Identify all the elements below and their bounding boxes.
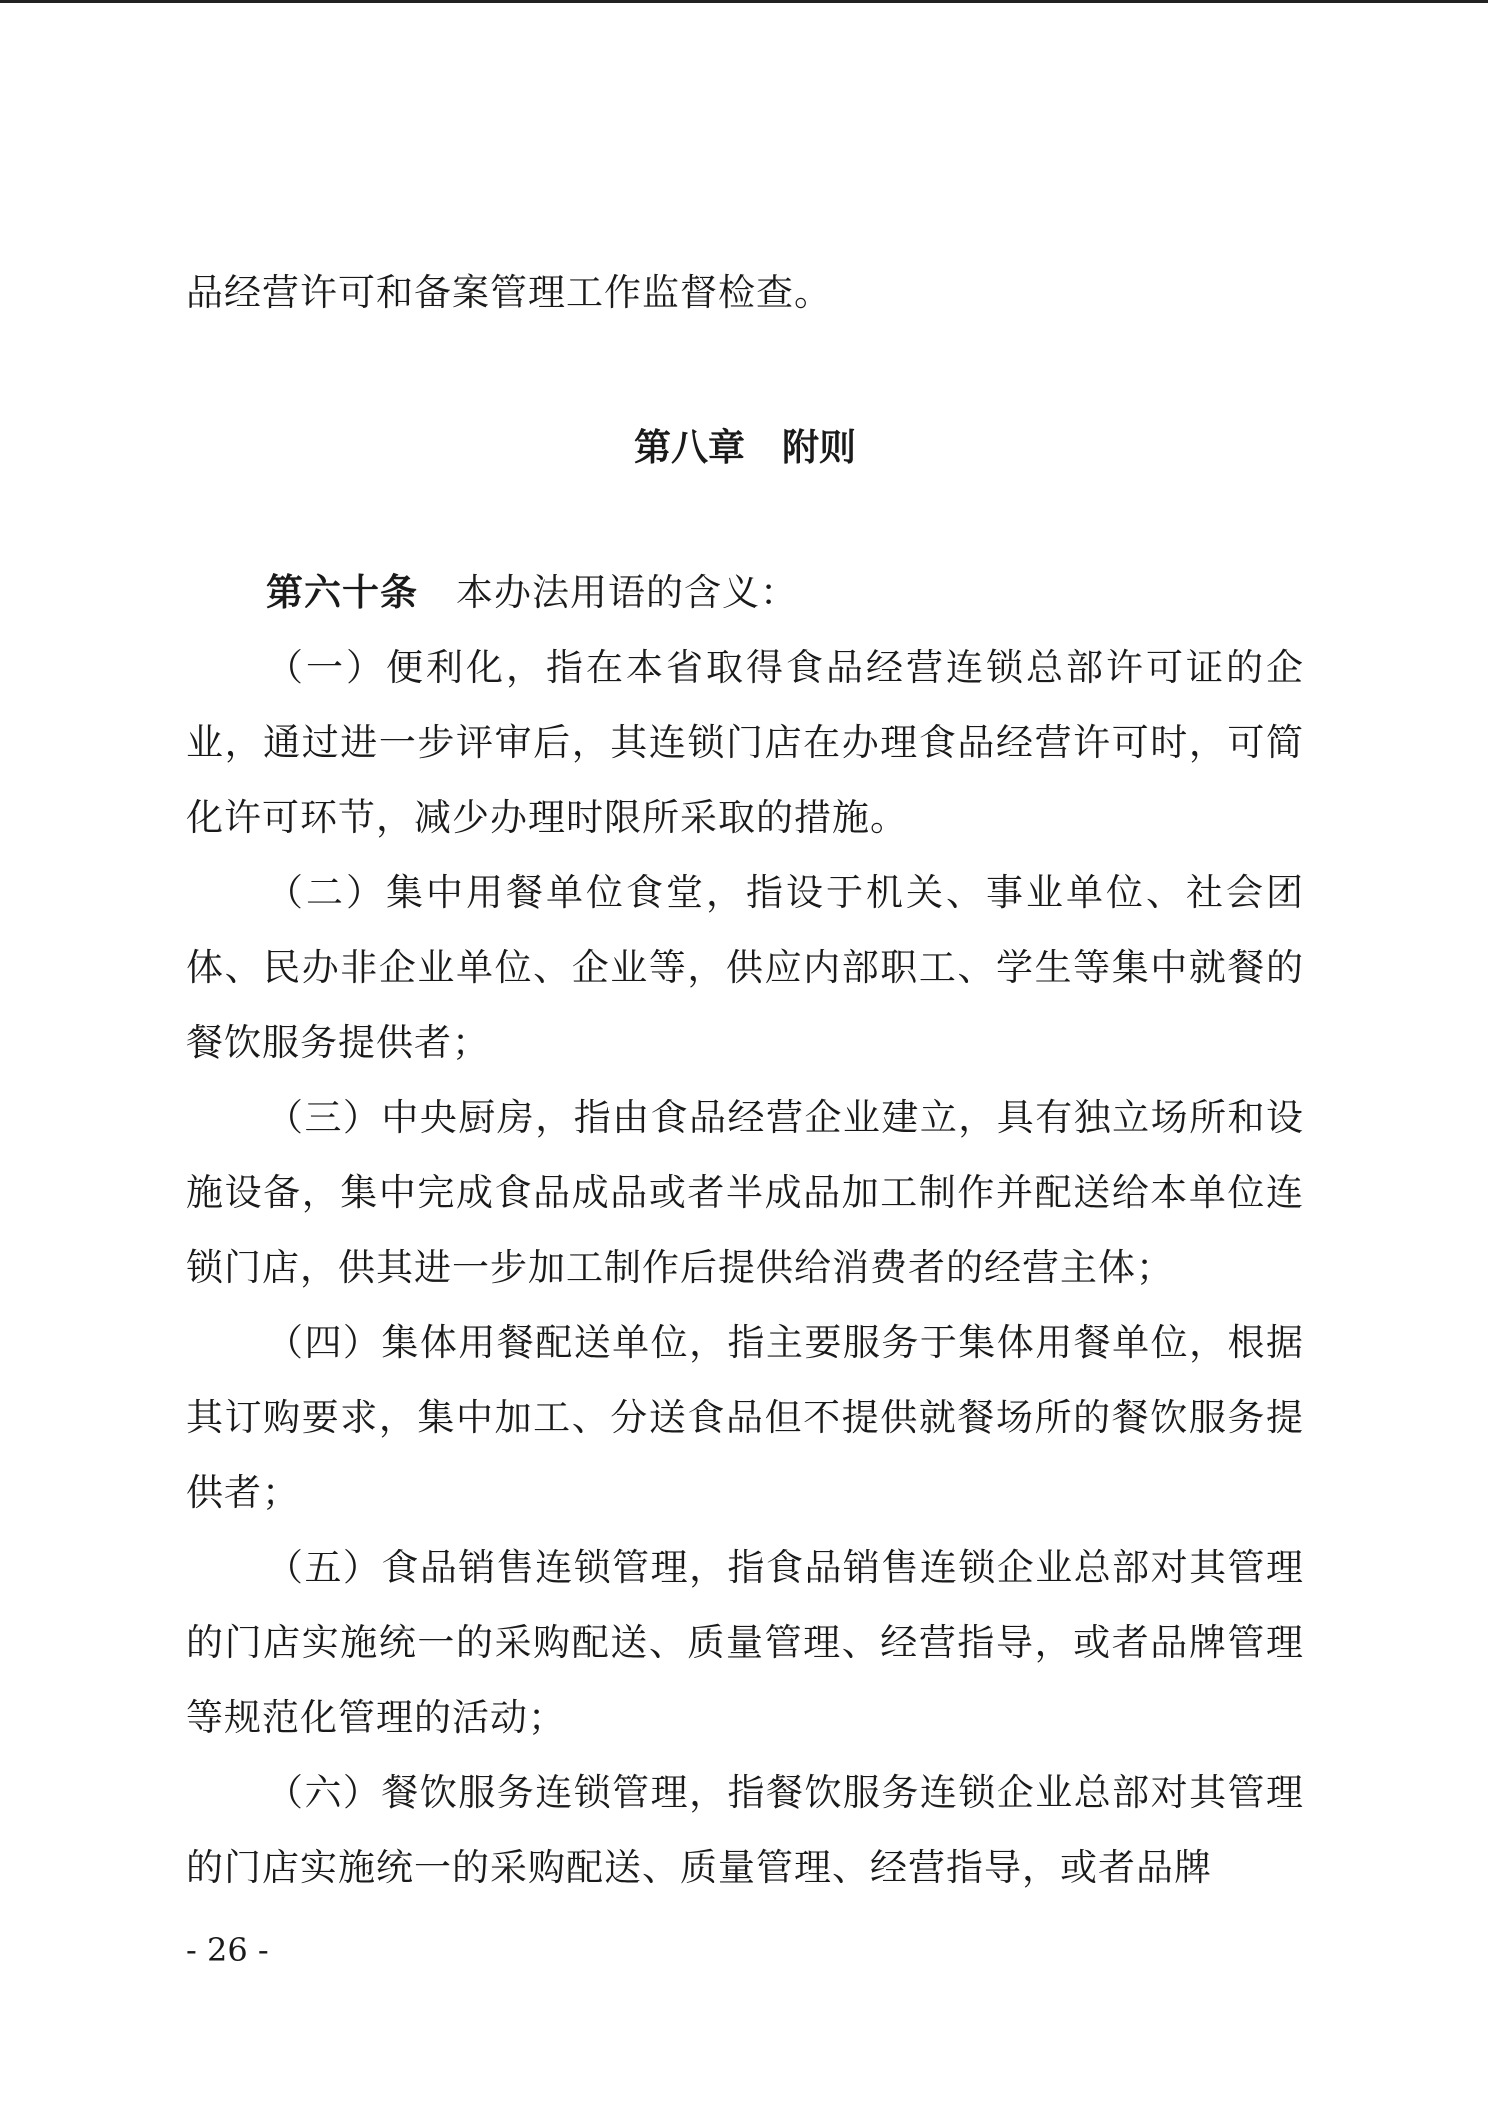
continuation-paragraph [186, 255, 1304, 330]
top-border-line [0, 0, 1488, 3]
page-number: - 26 - [186, 1931, 269, 1969]
definition-item-1: （一）便利化，指在本省取得食品经营连锁总部许可证的企业，通过进一步评审后，其连锁门店在办理食品经营许可时，可简化许可环节，减少办理时限所采取的措施。 [186, 646, 1304, 839]
definition-item-6: （六）餐饮服务连锁管理，指餐饮服务连锁企业总部对其管理的门店实施统一的采购配送、质量管理、经营指导，或者品牌 [186, 1771, 1304, 1889]
chapter-heading: 第八章 附则 [634, 426, 856, 469]
article-body [186, 555, 1304, 1905]
definition-item-3: （三）中央厨房，指由食品经营企业建立，具有独立场所和设施设备，集中完成食品成品或者半成品加工制作并配送给本单位连锁门店，供其进一步加工制作后提供给消费者的经营主体； [186, 1096, 1304, 1289]
definition-item-4: （四）集体用餐配送单位，指主要服务于集体用餐单位，根据其订购要求，集中加工、分送食品但不提供就餐场所的餐饮服务提供者； [186, 1321, 1304, 1514]
article-label: 第六十条 [266, 571, 418, 614]
definition-item-5: （五）食品销售连锁管理，指食品销售连锁企业总部对其管理的门店实施统一的采购配送、质量管理、经营指导，或者品牌管理等规范化管理的活动； [186, 1546, 1304, 1739]
article-intro-text: 本办法用语的含义： [418, 571, 798, 614]
article-intro [186, 555, 1304, 630]
continuation-text: 品经营许可和备案管理工作监督检查。 [186, 271, 832, 314]
definition-item-2: （二）集中用餐单位食堂，指设于机关、事业单位、社会团体、民办非企业单位、企业等，供应内部职工、学生等集中就餐的餐饮服务提供者； [186, 871, 1304, 1064]
